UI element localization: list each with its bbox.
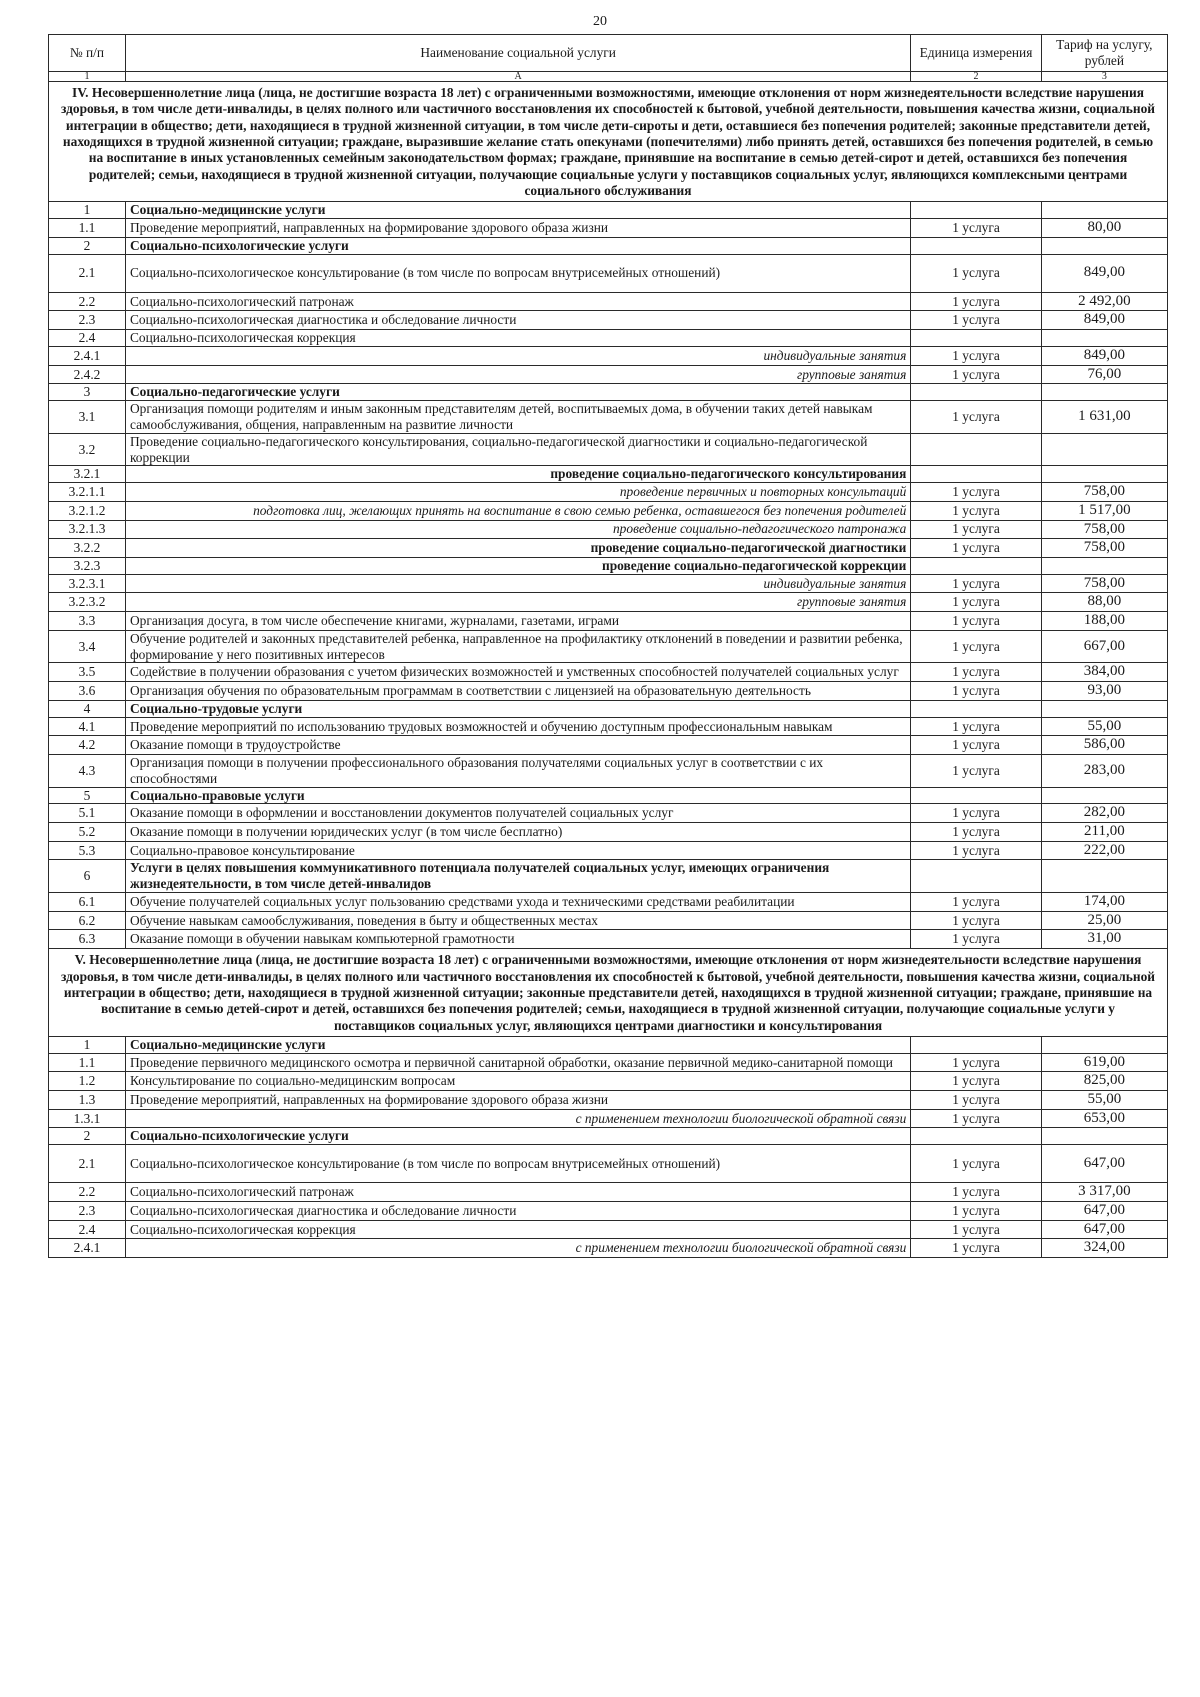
unit-of-measure: 1 услуга <box>911 1145 1041 1183</box>
unit-of-measure: 1 услуга <box>911 1109 1041 1128</box>
service-name: Социально-правовое консультирование <box>125 841 910 860</box>
tariff-value: 619,00 <box>1041 1053 1167 1072</box>
row-number: 1.3.1 <box>49 1109 126 1128</box>
tariff-value: 80,00 <box>1041 219 1167 238</box>
tariff-value: 55,00 <box>1041 1091 1167 1110</box>
unit-of-measure <box>911 1128 1041 1145</box>
tariff-value: 647,00 <box>1041 1220 1167 1239</box>
service-name: проведение социально-педагогической коррекции <box>125 557 910 574</box>
service-name: Социально-психологический патронаж <box>125 292 910 311</box>
tariff-value <box>1041 557 1167 574</box>
tariff-value: 76,00 <box>1041 365 1167 384</box>
unit-of-measure: 1 услуга <box>911 1183 1041 1202</box>
table-row <box>49 574 1168 593</box>
tariff-value: 647,00 <box>1041 1145 1167 1183</box>
table-row <box>49 1220 1168 1239</box>
unit-of-measure: 1 услуга <box>911 539 1041 558</box>
section-heading-row <box>49 82 1168 202</box>
table-row <box>49 1201 1168 1220</box>
tariff-value: 653,00 <box>1041 1109 1167 1128</box>
row-number: 4.1 <box>49 717 126 736</box>
service-name: Организация помощи родителям и иным законным представителям детей, воспитываемых дома, в обучении таких детей навыкам самообслуживания, общения, направленным на развитие личности <box>125 401 910 434</box>
unit-of-measure: 1 услуга <box>911 841 1041 860</box>
tariff-value <box>1041 384 1167 401</box>
row-number: 3.1 <box>49 401 126 434</box>
tariff-value <box>1041 1036 1167 1053</box>
service-name: Проведение социально-педагогического консультирования, социально-педагогической диагностики и социально-педагогической коррекции <box>125 433 910 466</box>
table-row <box>49 663 1168 682</box>
unit-of-measure <box>911 202 1041 219</box>
tariff-value: 324,00 <box>1041 1239 1167 1258</box>
unit-of-measure: 1 услуга <box>911 483 1041 502</box>
table-row <box>49 787 1168 804</box>
table-header-row <box>49 35 1168 72</box>
tariff-value <box>1041 237 1167 254</box>
tariff-value: 222,00 <box>1041 841 1167 860</box>
header-tariff: Тариф на услугу, рублей <box>1041 35 1167 72</box>
unit-of-measure: 1 услуга <box>911 1201 1041 1220</box>
row-number: 2.4.2 <box>49 365 126 384</box>
row-number: 3.2.3 <box>49 557 126 574</box>
tariff-value: 758,00 <box>1041 539 1167 558</box>
service-name: Социально-психологические услуги <box>125 237 910 254</box>
table-row <box>49 682 1168 701</box>
header-service-name: Наименование социальной услуги <box>125 35 910 72</box>
table-row <box>49 593 1168 612</box>
tariff-value: 384,00 <box>1041 663 1167 682</box>
tariff-value <box>1041 466 1167 483</box>
row-number: 3.2.3.2 <box>49 593 126 612</box>
tariff-table-container <box>48 34 1168 1258</box>
index-cell: 3 <box>1041 72 1167 82</box>
row-number: 5 <box>49 787 126 804</box>
table-row <box>49 202 1168 219</box>
service-name: Проведение мероприятий, направленных на формирование здорового образа жизни <box>125 219 910 238</box>
tariff-value: 31,00 <box>1041 930 1167 949</box>
table-row <box>49 1109 1168 1128</box>
unit-of-measure: 1 услуга <box>911 311 1041 330</box>
table-row <box>49 804 1168 823</box>
service-name: Организация досуга, в том числе обеспечение книгами, журналами, газетами, играми <box>125 612 910 631</box>
row-number: 3.2.1 <box>49 466 126 483</box>
unit-of-measure: 1 услуга <box>911 630 1041 663</box>
unit-of-measure: 1 услуга <box>911 401 1041 434</box>
table-row <box>49 1239 1168 1258</box>
service-name: Социально-трудовые услуги <box>125 700 910 717</box>
table-row <box>49 254 1168 292</box>
table-body <box>49 82 1168 1258</box>
service-name: с применением технологии биологической обратной связи <box>125 1239 910 1258</box>
unit-of-measure: 1 услуга <box>911 346 1041 365</box>
row-number: 3.2.2 <box>49 539 126 558</box>
table-row <box>49 823 1168 842</box>
row-number: 2.2 <box>49 292 126 311</box>
tariff-value: 211,00 <box>1041 823 1167 842</box>
service-name: проведение социально-педагогического консультирования <box>125 466 910 483</box>
unit-of-measure: 1 услуга <box>911 1220 1041 1239</box>
section-heading-row <box>49 949 1168 1037</box>
unit-of-measure: 1 услуга <box>911 911 1041 930</box>
row-number: 3 <box>49 384 126 401</box>
row-number: 2 <box>49 1128 126 1145</box>
tariff-value: 758,00 <box>1041 483 1167 502</box>
row-number: 2.4 <box>49 1220 126 1239</box>
row-number: 3.2.3.1 <box>49 574 126 593</box>
unit-of-measure: 1 услуга <box>911 254 1041 292</box>
service-name: Социально-психологическая диагностика и обследование личности <box>125 311 910 330</box>
table-row <box>49 1183 1168 1202</box>
tariff-value: 174,00 <box>1041 893 1167 912</box>
unit-of-measure: 1 услуга <box>911 717 1041 736</box>
tariff-value: 88,00 <box>1041 593 1167 612</box>
service-name: Социально-медицинские услуги <box>125 1036 910 1053</box>
table-row <box>49 433 1168 466</box>
service-name: Проведение первичного медицинского осмотра и первичной санитарной обработки, оказание первичной медико-санитарной помощи <box>125 1053 910 1072</box>
service-name: Социально-психологическое консультирование (в том числе по вопросам внутрисемейных отношений) <box>125 1145 910 1183</box>
service-name: Содействие в получении образования с учетом физических возможностей и умственных способностей получателей социальных услуг <box>125 663 910 682</box>
row-number: 2.4.1 <box>49 1239 126 1258</box>
tariff-value: 586,00 <box>1041 736 1167 755</box>
service-name: Социально-правовые услуги <box>125 787 910 804</box>
table-row <box>49 466 1168 483</box>
tariff-value: 283,00 <box>1041 754 1167 787</box>
service-name: Социально-педагогические услуги <box>125 384 910 401</box>
service-name: Проведение мероприятий по использованию трудовых возможностей и обучению доступным профессиональным навыкам <box>125 717 910 736</box>
unit-of-measure: 1 услуга <box>911 219 1041 238</box>
tariff-value: 849,00 <box>1041 254 1167 292</box>
table-row <box>49 911 1168 930</box>
service-name: Организация обучения по образовательным программам в соответствии с лицензией на образовательную деятельность <box>125 682 910 701</box>
unit-of-measure: 1 услуга <box>911 612 1041 631</box>
unit-of-measure <box>911 787 1041 804</box>
unit-of-measure: 1 услуга <box>911 574 1041 593</box>
tariff-table <box>48 34 1168 1258</box>
row-number: 6.2 <box>49 911 126 930</box>
page-number: 20 <box>593 14 607 29</box>
service-name: проведение социально-педагогического патронажа <box>125 520 910 539</box>
service-name: Обучение навыкам самообслуживания, поведения в быту и общественных местах <box>125 911 910 930</box>
unit-of-measure: 1 услуга <box>911 1091 1041 1110</box>
tariff-value <box>1041 330 1167 347</box>
table-row <box>49 1072 1168 1091</box>
row-number: 3.2.1.1 <box>49 483 126 502</box>
service-name: групповые занятия <box>125 365 910 384</box>
service-name: Консультирование по социально-медицинским вопросам <box>125 1072 910 1091</box>
table-row <box>49 736 1168 755</box>
tariff-value: 1 517,00 <box>1041 501 1167 520</box>
unit-of-measure: 1 услуга <box>911 893 1041 912</box>
service-name: индивидуальные занятия <box>125 346 910 365</box>
row-number: 3.2.1.2 <box>49 501 126 520</box>
unit-of-measure: 1 услуга <box>911 682 1041 701</box>
row-number: 3.5 <box>49 663 126 682</box>
table-row <box>49 520 1168 539</box>
tariff-value: 758,00 <box>1041 574 1167 593</box>
table-row <box>49 219 1168 238</box>
service-name: Оказание помощи в трудоустройстве <box>125 736 910 755</box>
index-cell: 1 <box>49 72 126 82</box>
unit-of-measure: 1 услуга <box>911 365 1041 384</box>
table-row <box>49 237 1168 254</box>
row-number: 2.4 <box>49 330 126 347</box>
row-number: 2.4.1 <box>49 346 126 365</box>
row-number: 3.2.1.3 <box>49 520 126 539</box>
unit-of-measure <box>911 1036 1041 1053</box>
row-number: 2.2 <box>49 1183 126 1202</box>
row-number: 3.6 <box>49 682 126 701</box>
service-name: Оказание помощи в обучении навыкам компьютерной грамотности <box>125 930 910 949</box>
row-number: 2.1 <box>49 1145 126 1183</box>
table-row <box>49 330 1168 347</box>
table-row <box>49 557 1168 574</box>
unit-of-measure: 1 услуга <box>911 1053 1041 1072</box>
unit-of-measure <box>911 700 1041 717</box>
tariff-value: 282,00 <box>1041 804 1167 823</box>
service-name: с применением технологии биологической обратной связи <box>125 1109 910 1128</box>
row-number: 1.2 <box>49 1072 126 1091</box>
row-number: 5.2 <box>49 823 126 842</box>
service-name: Обучение получателей социальных услуг пользованию средствами ухода и техническими средствами реабилитации <box>125 893 910 912</box>
table-row <box>49 346 1168 365</box>
table-row <box>49 630 1168 663</box>
service-name: Социально-психологическое консультирование (в том числе по вопросам внутрисемейных отношений) <box>125 254 910 292</box>
table-row <box>49 930 1168 949</box>
unit-of-measure: 1 услуга <box>911 754 1041 787</box>
table-row <box>49 1128 1168 1145</box>
row-number: 2.3 <box>49 311 126 330</box>
index-cell: А <box>125 72 910 82</box>
row-number: 6 <box>49 860 126 893</box>
service-name: Обучение родителей и законных представителей ребенка, направленное на профилактику отклонений в поведении и развитии ребенка, формирование у него позитивных интересов <box>125 630 910 663</box>
row-number: 4.2 <box>49 736 126 755</box>
unit-of-measure: 1 услуга <box>911 1239 1041 1258</box>
tariff-value: 55,00 <box>1041 717 1167 736</box>
unit-of-measure <box>911 557 1041 574</box>
table-row <box>49 501 1168 520</box>
unit-of-measure: 1 услуга <box>911 1072 1041 1091</box>
service-name: проведение первичных и повторных консультаций <box>125 483 910 502</box>
unit-of-measure <box>911 330 1041 347</box>
table-row <box>49 700 1168 717</box>
tariff-value: 2 492,00 <box>1041 292 1167 311</box>
tariff-value <box>1041 433 1167 466</box>
row-number: 6.1 <box>49 893 126 912</box>
tariff-value: 825,00 <box>1041 1072 1167 1091</box>
row-number: 3.3 <box>49 612 126 631</box>
row-number: 5.1 <box>49 804 126 823</box>
table-row <box>49 717 1168 736</box>
service-name: групповые занятия <box>125 593 910 612</box>
tariff-value: 1 631,00 <box>1041 401 1167 434</box>
unit-of-measure: 1 услуга <box>911 736 1041 755</box>
unit-of-measure: 1 услуга <box>911 930 1041 949</box>
table-row <box>49 860 1168 893</box>
row-number: 1 <box>49 1036 126 1053</box>
section-title: IV. Несовершеннолетние лица (лица, не достигшие возраста 18 лет) с ограниченными возможностями, имеющие отклонения от норм жизнедеятельности вследствие нарушения здоровья, в том числе дети-инвалиды, в целях полного или частичного восстановления их способностей к бытовой, учебной деятельности, повышения качества жизни, социальной интеграции в общество; дети, находящиеся в трудной жизненной ситуации, в том числе дети-сироты и дети, оставшиеся без попечения родителей; законные представители детей, находящихся в трудной жизненной ситуации; граждане, выразившие желание стать опекунами (попечителями) либо принять детей, оставшихся без попечения родителей, в семью на воспитание в иных установленных семейным законодательством формах; граждане, принявшие на воспитание в семью детей-сирот и детей, оставшихся без попечения родителей; семьи, находящиеся в трудной жизненной ситуации, получающие социальные услуги у поставщиков социальных услуг, являющихся комплексными центрами социального обслуживания <box>49 82 1168 202</box>
service-name: Оказание помощи в оформлении и восстановлении документов получателей социальных услуг <box>125 804 910 823</box>
row-number: 4.3 <box>49 754 126 787</box>
header-number: № п/п <box>49 35 126 72</box>
service-name: подготовка лиц, желающих принять на воспитание в свою семью ребенка, оставшегося без попечения родителей <box>125 501 910 520</box>
row-number: 2.3 <box>49 1201 126 1220</box>
row-number: 1 <box>49 202 126 219</box>
table-row <box>49 612 1168 631</box>
tariff-value <box>1041 700 1167 717</box>
service-name: индивидуальные занятия <box>125 574 910 593</box>
row-number: 3.4 <box>49 630 126 663</box>
tariff-value <box>1041 1128 1167 1145</box>
row-number: 3.2 <box>49 433 126 466</box>
service-name: Социально-психологические услуги <box>125 1128 910 1145</box>
tariff-value: 758,00 <box>1041 520 1167 539</box>
tariff-value: 849,00 <box>1041 346 1167 365</box>
unit-of-measure: 1 услуга <box>911 823 1041 842</box>
tariff-value: 3 317,00 <box>1041 1183 1167 1202</box>
service-name: Проведение мероприятий, направленных на формирование здорового образа жизни <box>125 1091 910 1110</box>
table-row <box>49 384 1168 401</box>
tariff-value: 25,00 <box>1041 911 1167 930</box>
row-number: 2.1 <box>49 254 126 292</box>
table-row <box>49 483 1168 502</box>
service-name: Оказание помощи в получении юридических услуг (в том числе бесплатно) <box>125 823 910 842</box>
row-number: 5.3 <box>49 841 126 860</box>
unit-of-measure <box>911 384 1041 401</box>
row-number: 1.1 <box>49 219 126 238</box>
unit-of-measure <box>911 860 1041 893</box>
unit-of-measure: 1 услуга <box>911 663 1041 682</box>
service-name: Услуги в целях повышения коммуникативного потенциала получателей социальных услуг, имеющих ограничения жизнедеятельности, в том числе детей-инвалидов <box>125 860 910 893</box>
table-row <box>49 292 1168 311</box>
unit-of-measure: 1 услуга <box>911 804 1041 823</box>
unit-of-measure: 1 услуга <box>911 520 1041 539</box>
table-row <box>49 539 1168 558</box>
service-name: Социально-медицинские услуги <box>125 202 910 219</box>
tariff-value <box>1041 787 1167 804</box>
table-row <box>49 1036 1168 1053</box>
unit-of-measure <box>911 433 1041 466</box>
unit-of-measure <box>911 466 1041 483</box>
table-row <box>49 1053 1168 1072</box>
table-row <box>49 311 1168 330</box>
row-number: 2 <box>49 237 126 254</box>
service-name: Социально-психологическая диагностика и обследование личности <box>125 1201 910 1220</box>
unit-of-measure: 1 услуга <box>911 292 1041 311</box>
service-name: Организация помощи в получении профессионального образования получателями социальных услуг в соответствии с их способностями <box>125 754 910 787</box>
row-number: 6.3 <box>49 930 126 949</box>
tariff-value: 849,00 <box>1041 311 1167 330</box>
table-row <box>49 365 1168 384</box>
table-row <box>49 754 1168 787</box>
unit-of-measure <box>911 237 1041 254</box>
table-row <box>49 893 1168 912</box>
table-row <box>49 401 1168 434</box>
tariff-value <box>1041 202 1167 219</box>
tariff-value <box>1041 860 1167 893</box>
tariff-value: 667,00 <box>1041 630 1167 663</box>
unit-of-measure: 1 услуга <box>911 593 1041 612</box>
table-row <box>49 841 1168 860</box>
table-row <box>49 1091 1168 1110</box>
section-title: V. Несовершеннолетние лица (лица, не достигшие возраста 18 лет) с ограниченными возможностями, имеющие отклонения от норм жизнедеятельности вследствие нарушения здоровья, в том числе дети-инвалиды, в целях полного или частичного восстановления их способностей к бытовой, учебной деятельности, повышения качества жизни, социальной интеграции в общество; дети, находящиеся в трудной жизненной ситуации; законные представители детей, находящихся в трудной жизненной ситуации; граждане, принявшие на воспитание в семью детей-сирот и детей, оставшихся без попечения родителей; семьи, находящиеся в трудной жизненной ситуации, получающие социальные услуги у поставщиков социальных услуг, являющихся центрами диагностики и консультирования <box>49 949 1168 1037</box>
tariff-value: 188,00 <box>1041 612 1167 631</box>
service-name: Социально-психологическая коррекция <box>125 1220 910 1239</box>
service-name: Социально-психологический патронаж <box>125 1183 910 1202</box>
table-row <box>49 1145 1168 1183</box>
service-name: Социально-психологическая коррекция <box>125 330 910 347</box>
header-unit: Единица измерения <box>911 35 1041 72</box>
service-name: проведение социально-педагогической диагностики <box>125 539 910 558</box>
row-number: 1.3 <box>49 1091 126 1110</box>
row-number: 1.1 <box>49 1053 126 1072</box>
table-index-row <box>49 72 1168 82</box>
tariff-value: 647,00 <box>1041 1201 1167 1220</box>
row-number: 4 <box>49 700 126 717</box>
index-cell: 2 <box>911 72 1041 82</box>
tariff-value: 93,00 <box>1041 682 1167 701</box>
unit-of-measure: 1 услуга <box>911 501 1041 520</box>
